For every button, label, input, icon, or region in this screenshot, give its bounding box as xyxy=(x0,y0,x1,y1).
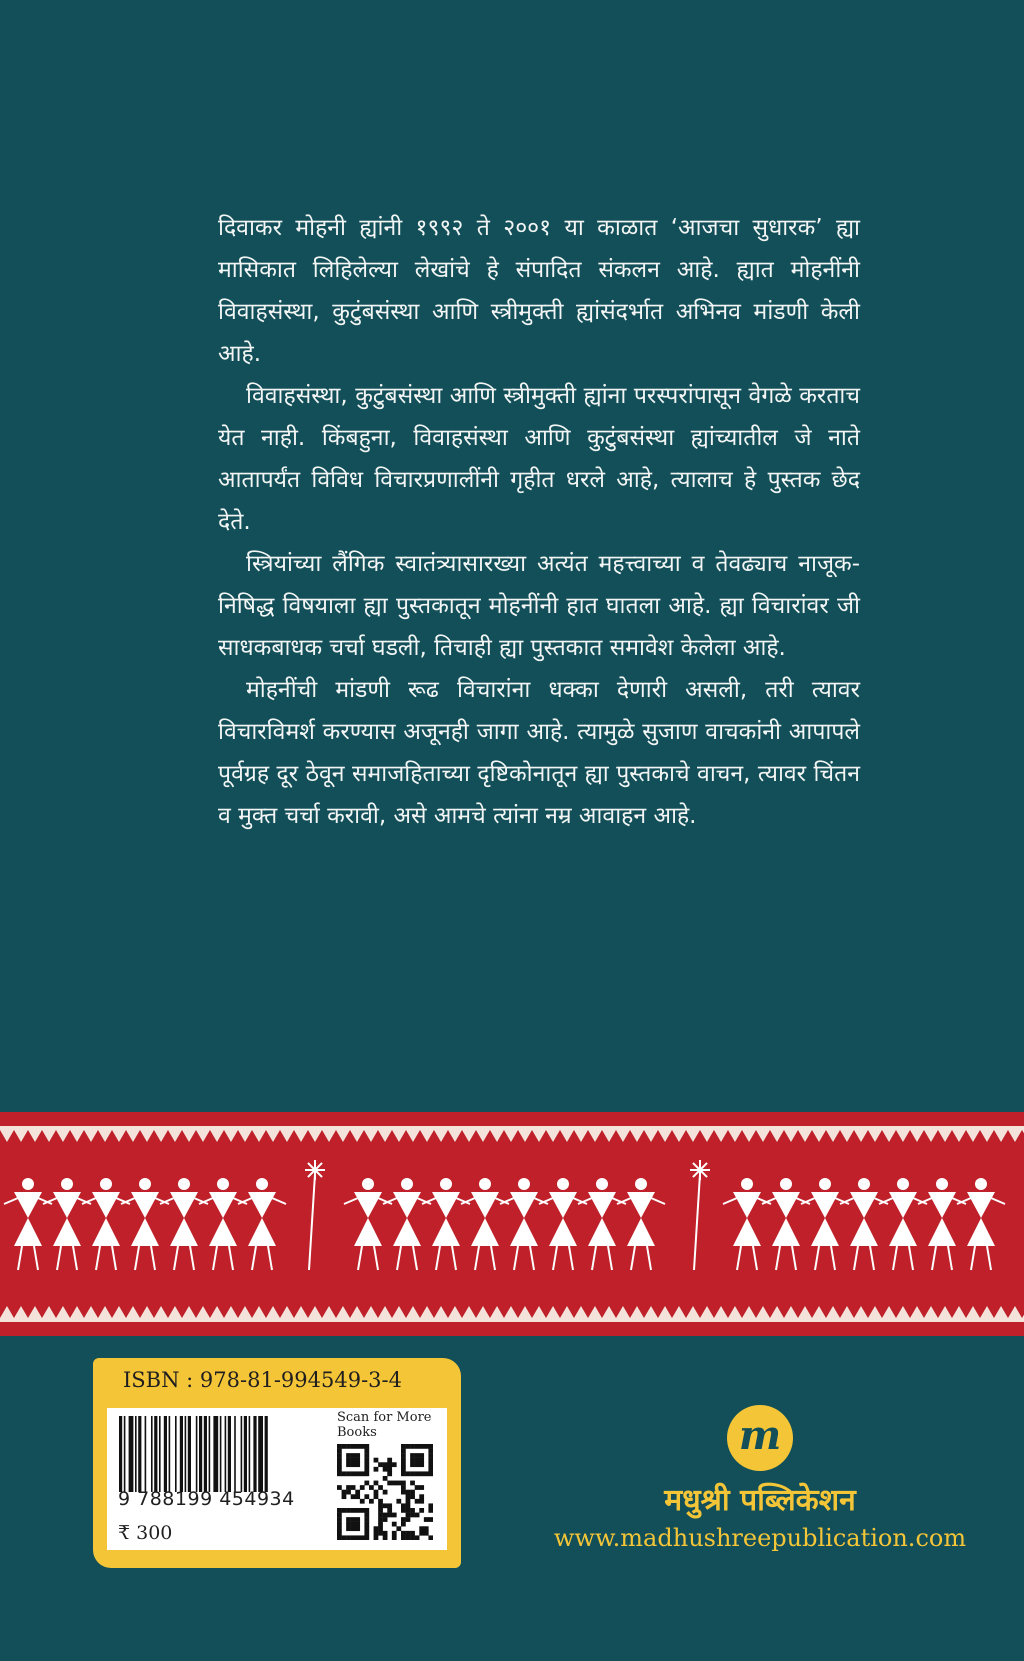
barcode-icon xyxy=(119,1416,319,1492)
warli-art-band xyxy=(0,1112,1024,1336)
isbn-card xyxy=(93,1358,461,1568)
publisher-logo-icon: m xyxy=(727,1405,793,1471)
blurb-paragraph-4: मोहनींची मांडणी रूढ विचारांना धक्का देणारी असली, तरी त्यावर विचारविमर्श करण्यास अजूनही जागा आहे. त्यामुळे सुजाण वाचकांनी आपापले पूर्वग्रह दूर ठेवून समाजहिताच्या दृष्टिकोनातून ह्या पुस्तकाचे वाचन, त्यावर चिंतन व मुक्त चर्चा करावी, असे आमचे त्यांना नम्र आवाहन आहे. xyxy=(218,677,860,829)
qr-code-icon xyxy=(337,1444,433,1540)
barcode-box xyxy=(107,1408,447,1550)
price-label: ₹ 300 xyxy=(118,1522,173,1544)
blurb-text xyxy=(218,207,860,837)
blurb-paragraph-2: विवाहसंस्था, कुटुंबसंस्था आणि स्त्रीमुक्ती ह्यांना परस्परांपासून वेगळे करताच येत नाही. किंबहुना, विवाहसंस्था आणि कुटुंबसंस्था ह्यांच्यातील जे नाते आतापर्यंत विविध विचारप्रणालींनी गृहीत धरले आहे, त्यालाच हे पुस्तक छेद देते. xyxy=(218,383,860,535)
scan-for-more-books: Scan for More Books xyxy=(337,1410,432,1440)
publisher-website: www.madhushreepublication.com xyxy=(553,1524,967,1552)
publisher-name: मधुश्री पब्लिकेशन xyxy=(664,1483,856,1518)
blurb-paragraph-3: स्त्रियांच्या लैंगिक स्वातंत्र्यासारख्या अत्यंत महत्त्वाच्या व तेवढ्याच नाजूक-निषिद्ध विषयाला ह्या पुस्तकातून मोहनींनी हात घातला आहे. ह्या विचारांवर जी साधकबाधक चर्चा घडली, तिचाही ह्या पुस्तकात समावेश केलेला आहे. xyxy=(218,551,860,661)
warli-figures-illustration xyxy=(0,1112,1024,1336)
blurb-paragraph-1: दिवाकर मोहनी ह्यांनी १९९२ ते २००१ या काळात ‘आजचा सुधारक’ ह्या मासिकात लिहिलेल्या लेखांचे हे संपादित संकलन आहे. ह्यात मोहनींनी विवाहसंस्था, कुटुंबसंस्था आणि स्त्रीमुक्ती ह्यांसंदर्भात अभिनव मांडणी केली आहे. xyxy=(218,215,860,367)
isbn-label: ISBN : 978-81-994549-3-4 xyxy=(123,1368,402,1392)
barcode-digits: 9 788199 454934 xyxy=(118,1488,295,1510)
